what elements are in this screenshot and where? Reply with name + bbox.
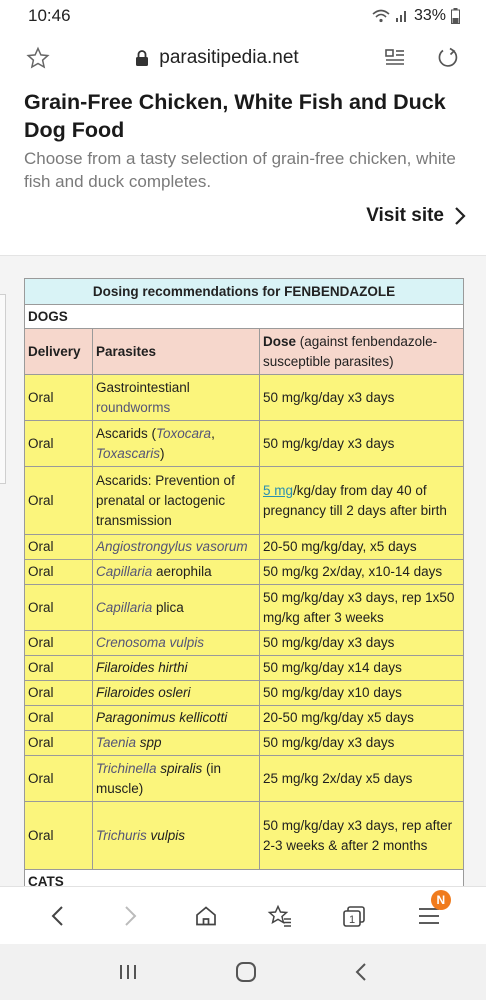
- section-row-cats: [25, 870, 464, 887]
- parasite-text: vulpis: [146, 827, 186, 843]
- table-row: [25, 560, 464, 585]
- table-row: [25, 421, 464, 467]
- system-back-icon[interactable]: [354, 962, 368, 982]
- table-row: [25, 656, 464, 681]
- parasite-text: Filaroides osleri: [96, 685, 191, 700]
- dose-cell: 20-50 mg/kg/day x5 days: [260, 706, 464, 731]
- header-dose-bold: Dose: [263, 333, 297, 349]
- dose-cell: [260, 467, 464, 535]
- side-panel-handle[interactable]: [0, 294, 6, 484]
- parasite-link[interactable]: Toxocara: [156, 425, 212, 441]
- delivery-cell: Oral: [25, 756, 93, 802]
- system-navigation-bar: [0, 944, 486, 1000]
- visit-site-button[interactable]: [366, 205, 466, 227]
- chevron-right-icon: [454, 206, 466, 226]
- bookmarks-button[interactable]: [260, 896, 300, 936]
- ad-banner[interactable]: [0, 84, 486, 256]
- home-screen-icon[interactable]: [235, 961, 257, 983]
- parasite-cell: [93, 535, 260, 560]
- forward-button[interactable]: [111, 896, 151, 936]
- table-row: [25, 535, 464, 560]
- parasite-link[interactable]: Capillaria: [96, 564, 153, 579]
- table-header-row: [25, 329, 464, 375]
- ad-title[interactable]: Grain-Free Chicken, White Fish and Duck Dog Food: [24, 90, 446, 142]
- table-row: [25, 585, 464, 631]
- battery-percent: 33%: [413, 7, 446, 24]
- url-text: parasitipedia.net: [159, 47, 299, 68]
- reader-icon[interactable]: [384, 47, 406, 69]
- delivery-cell: Oral: [25, 631, 93, 656]
- lock-icon: [135, 50, 149, 66]
- section-cats: CATS: [25, 870, 464, 887]
- refresh-icon[interactable]: [436, 46, 460, 70]
- parasite-text: aerophila: [152, 564, 212, 579]
- parasite-text: Gastrointestianl: [96, 379, 190, 395]
- home-icon: [194, 904, 218, 928]
- parasite-cell: [93, 656, 260, 681]
- tabs-icon: [341, 904, 367, 928]
- dose-text: /kg/day from day 40 of pregnancy till 2 days after birth: [263, 482, 447, 518]
- battery-icon: [451, 8, 460, 24]
- parasite-cell: [93, 631, 260, 656]
- parasite-link[interactable]: Trichinella: [96, 760, 157, 776]
- header-dose-note: (against fenbendazole-susceptible parasites): [263, 333, 438, 369]
- section-dogs: DOGS: [25, 305, 464, 329]
- dose-cell: 50 mg/kg/day x3 days: [260, 421, 464, 467]
- clock: 10:46: [28, 6, 71, 25]
- dose-cell: 50 mg/kg/day x3 days, rep after 2-3 weeks & after 2 months: [260, 802, 464, 870]
- parasite-text: Ascarids (: [96, 425, 157, 441]
- dose-cell: 50 mg/kg/day x3 days: [260, 731, 464, 756]
- ad-description: Choose from a tasty selection of grain-free chicken, white fish and duck completes.: [24, 149, 456, 191]
- status-indicators: [372, 7, 460, 25]
- table-caption-row: [25, 279, 464, 305]
- browser-toolbar: [0, 32, 486, 84]
- parasite-text: ): [160, 445, 165, 461]
- status-bar: [0, 0, 486, 32]
- parasite-link[interactable]: Angiostrongylus vasorum: [96, 539, 248, 554]
- table-row: [25, 375, 464, 421]
- delivery-cell: Oral: [25, 467, 93, 535]
- address-bar[interactable]: [135, 47, 298, 69]
- parasite-text: plica: [152, 599, 184, 615]
- tabs-count: 1: [349, 913, 356, 926]
- delivery-cell: Oral: [25, 706, 93, 731]
- parasite-link[interactable]: Capillaria: [96, 599, 153, 615]
- wifi-icon: [372, 9, 390, 23]
- parasite-text: Filaroides hirthi: [96, 660, 188, 675]
- dose-cell: 25 mg/kg 2x/day x5 days: [260, 756, 464, 802]
- delivery-cell: Oral: [25, 560, 93, 585]
- parasite-cell: [93, 802, 260, 870]
- home-button[interactable]: [186, 896, 226, 936]
- table-caption: Dosing recommendations for FENBENDAZOLE: [25, 279, 464, 305]
- dose-cell: 20-50 mg/kg/day, x5 days: [260, 535, 464, 560]
- parasite-text: Paragonimus kellicotti: [96, 710, 228, 725]
- recent-apps-icon[interactable]: [118, 963, 138, 981]
- signal-icon: [395, 9, 409, 23]
- parasite-cell: [93, 731, 260, 756]
- parasite-link[interactable]: Trichuris: [96, 827, 147, 843]
- parasite-link[interactable]: roundworms: [96, 399, 171, 415]
- table-row: [25, 467, 464, 535]
- parasite-text: (in muscle): [96, 760, 222, 796]
- parasite-cell: [93, 756, 260, 802]
- header-dose: [260, 329, 464, 375]
- parasite-cell: [93, 681, 260, 706]
- delivery-cell: Oral: [25, 535, 93, 560]
- back-button[interactable]: [37, 896, 77, 936]
- visit-site-label: Visit site: [366, 205, 444, 226]
- forward-icon: [124, 905, 138, 927]
- dose-cell: 50 mg/kg/day x10 days: [260, 681, 464, 706]
- menu-badge: N: [431, 890, 451, 910]
- parasite-cell: [93, 375, 260, 421]
- table-row: [25, 706, 464, 731]
- dosing-table: [24, 278, 464, 886]
- parasite-link[interactable]: Taenia: [96, 735, 137, 750]
- delivery-cell: Oral: [25, 421, 93, 467]
- parasite-cell: [93, 585, 260, 631]
- table-row: [25, 731, 464, 756]
- delivery-cell: Oral: [25, 802, 93, 870]
- delivery-cell: Oral: [25, 585, 93, 631]
- dose-cell: 50 mg/kg 2x/day, x10-14 days: [260, 560, 464, 585]
- dose-cell: 50 mg/kg/day x3 days, rep 1x50 mg/kg after 3 weeks: [260, 585, 464, 631]
- toolbar-actions: [384, 46, 460, 70]
- menu-button[interactable]: [409, 892, 449, 936]
- star-icon[interactable]: [26, 46, 50, 70]
- parasite-link[interactable]: Toxascaris: [96, 445, 161, 461]
- parasite-text: spiralis: [156, 760, 203, 776]
- bookmarks-icon: [267, 904, 293, 928]
- delivery-cell: Oral: [25, 375, 93, 421]
- delivery-cell: Oral: [25, 681, 93, 706]
- parasite-cell: [93, 560, 260, 585]
- parasite-cell: [93, 421, 260, 467]
- table-row: [25, 802, 464, 870]
- parasite-link[interactable]: Crenosoma vulpis: [96, 635, 205, 650]
- dose-cell: 50 mg/kg/day x14 days: [260, 656, 464, 681]
- section-row-dogs: [25, 305, 464, 329]
- table-row: [25, 756, 464, 802]
- parasite-text: spp: [136, 735, 162, 750]
- table-row: [25, 681, 464, 706]
- delivery-cell: Oral: [25, 656, 93, 681]
- dose-cell: 50 mg/kg/day x3 days: [260, 375, 464, 421]
- table-row: [25, 631, 464, 656]
- delivery-cell: Oral: [25, 731, 93, 756]
- parasite-cell: Ascarids: Prevention of prenatal or lactogenic transmission: [93, 467, 260, 535]
- tabs-button[interactable]: [334, 896, 374, 936]
- parasite-text: ,: [211, 425, 215, 441]
- parasite-cell: [93, 706, 260, 731]
- browser-bottom-nav: [0, 886, 486, 944]
- page-content: [0, 256, 486, 886]
- dose-cell: 50 mg/kg/day x3 days: [260, 631, 464, 656]
- back-icon: [50, 905, 64, 927]
- header-parasites: Parasites: [93, 329, 260, 375]
- header-delivery: Delivery: [25, 329, 93, 375]
- dose-link[interactable]: 5 mg: [263, 482, 294, 498]
